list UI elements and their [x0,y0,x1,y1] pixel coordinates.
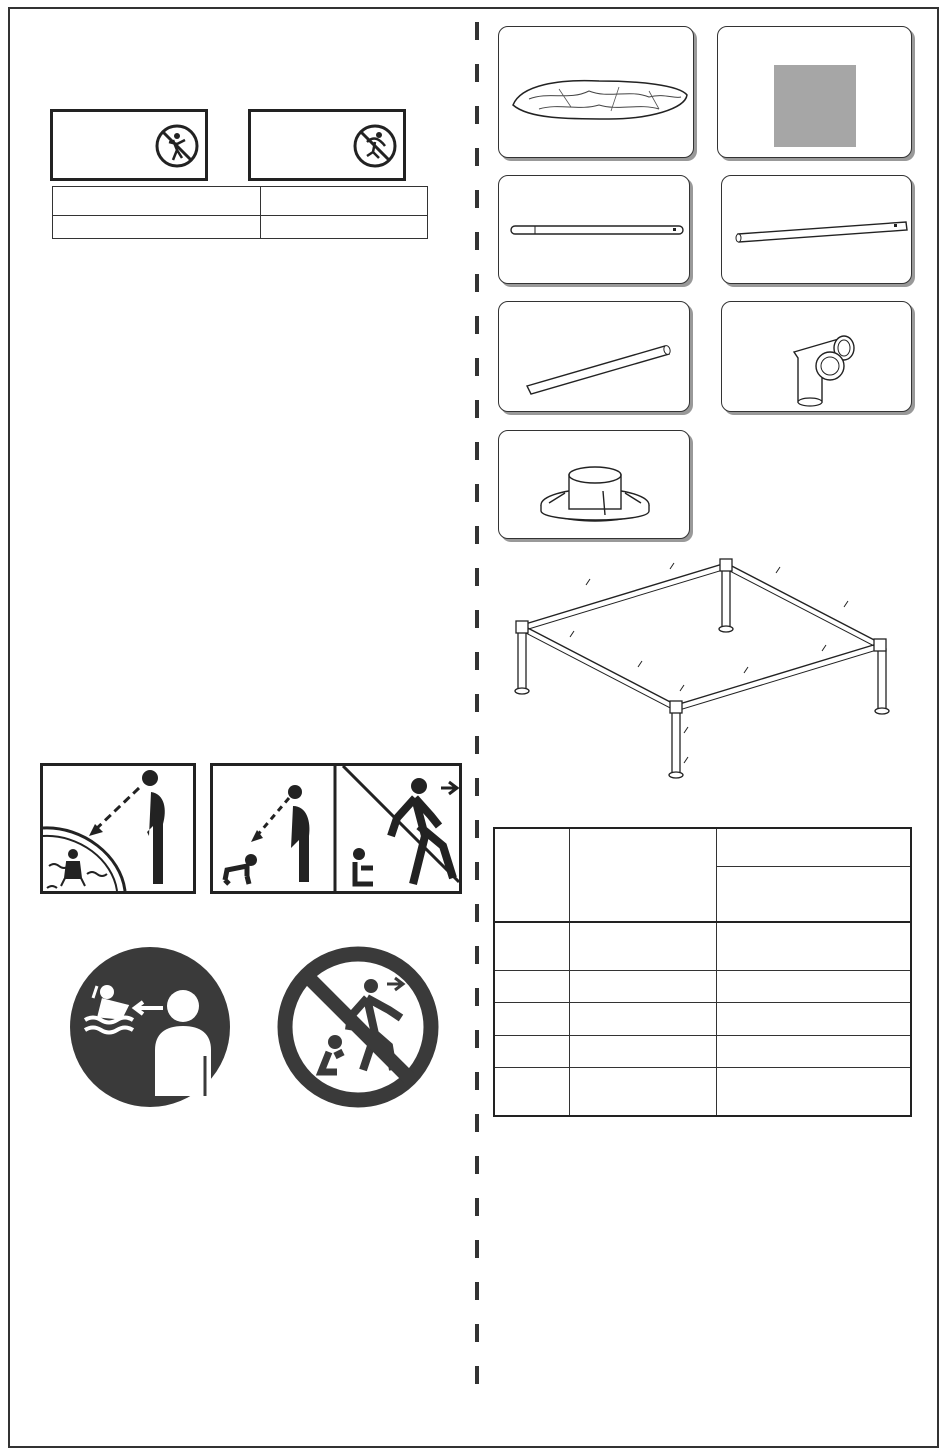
warning-table-cell [261,216,428,239]
pictogram-supervision-pair [210,763,462,894]
spec-table [493,827,912,1117]
part-liner [498,26,694,158]
table-row [494,1035,911,1067]
horizontal-beam-icon [499,176,691,285]
no-diving-sign [50,109,208,181]
part-t-joint [721,301,912,412]
table-row [494,971,911,1003]
part-leg-cap [498,430,690,539]
part-leg [498,301,690,412]
supervise-swimmer-icon [69,946,231,1108]
warning-table-cell [53,187,261,216]
watch-crawling-child-icon [213,766,459,891]
t-joint-icon [722,302,913,413]
spec-table-header-cell [717,828,912,866]
part-patch [717,26,912,158]
repair-patch-icon [718,27,913,159]
part-beam-b [721,175,912,284]
do-not-leave-child-icon [353,778,457,884]
leg-cap-icon [499,431,691,540]
no-walking-away-icon [277,946,439,1108]
horizontal-beam-icon [722,176,913,285]
frame-assembly-diagram [500,555,920,795]
pictogram-watch-children [40,763,196,894]
table-row [494,922,911,971]
spec-table-header-cell [494,828,570,922]
warning-table-cell [53,216,261,239]
watch-children-in-water-icon [43,766,193,891]
part-beam-a [498,175,690,284]
spec-table-header-cell [570,828,717,922]
no-jumping-icon [345,116,405,176]
column-divider [475,22,479,1392]
warning-table-cell [261,187,428,216]
spec-table-header-cell [717,866,912,922]
no-jumping-sign [248,109,406,181]
pool-liner-icon [499,27,695,159]
no-diving-icon [147,116,207,176]
table-row [494,1003,911,1035]
table-row [494,1067,911,1116]
warning-table [52,186,428,239]
vertical-leg-icon [499,302,691,413]
